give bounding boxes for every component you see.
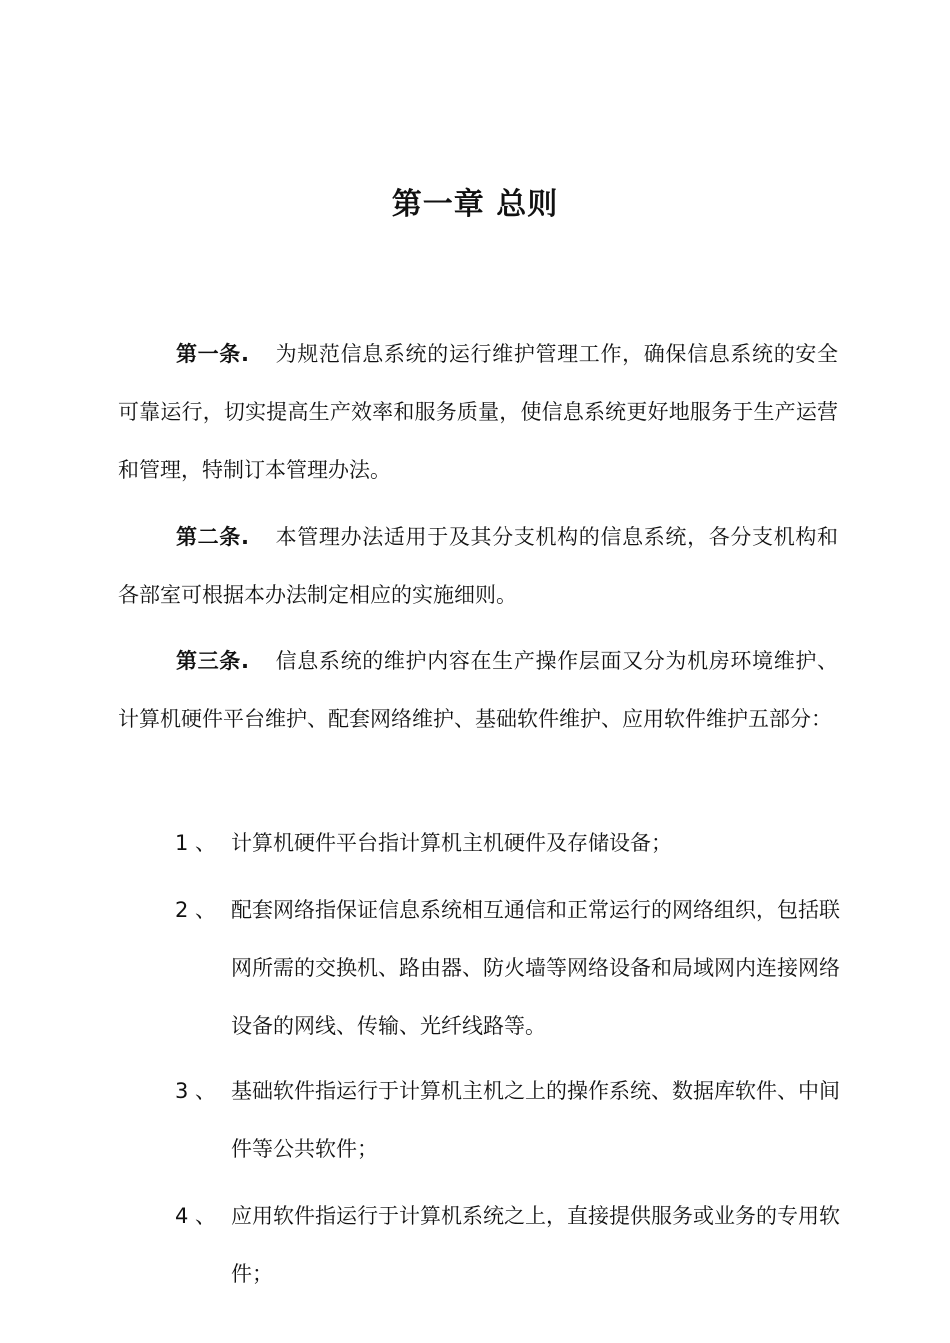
article-2: [118, 508, 838, 624]
list-item-3-text: 基础软件指运行于计算机主机之上的操作系统、数据库软件、中间件等公共软件；: [231, 1079, 840, 1161]
list-item-4: [175, 1187, 840, 1303]
article-1: [118, 325, 838, 499]
article-1-label: 第一条.: [176, 342, 249, 366]
list-item-3: [175, 1062, 840, 1178]
list-item-3-number: 3 、: [175, 1079, 217, 1103]
list-item-4-number: 4 、: [175, 1204, 217, 1228]
list-item-2: [175, 881, 840, 1055]
article-3-text: 信息系统的维护内容在生产操作层面又分为机房环境维护、计算机硬件平台维护、配套网络维护、基础软件维护、应用软件维护五部分：: [118, 649, 838, 731]
list-item-1-text: 计算机硬件平台指计算机主机硬件及存储设备；: [231, 831, 672, 855]
list-item-1-number: 1 、: [175, 831, 217, 855]
list-item-2-text: 配套网络指保证信息系统相互通信和正常运行的网络组织，包括联网所需的交换机、路由器、防火墙等网络设备和局域网内连接网络设备的网线、传输、光纤线路等。: [231, 898, 840, 1038]
article-3-label: 第三条.: [176, 649, 249, 673]
article-2-label: 第二条.: [176, 525, 249, 549]
article-1-text: 为规范信息系统的运行维护管理工作，确保信息系统的安全可靠运行，切实提高生产效率和服务质量，使信息系统更好地服务于生产运营和管理，特制订本管理办法。: [118, 342, 838, 482]
list-item-1: [175, 814, 840, 872]
list-item-2-number: 2 、: [175, 898, 217, 922]
chapter-title: 第一章 总则: [391, 187, 559, 222]
article-2-text: 本管理办法适用于及其分支机构的信息系统，各分支机构和各部室可根据本办法制定相应的实施细则。: [118, 525, 838, 607]
article-3: [118, 632, 838, 748]
list-item-4-text: 应用软件指运行于计算机系统之上，直接提供服务或业务的专用软件；: [231, 1204, 840, 1286]
